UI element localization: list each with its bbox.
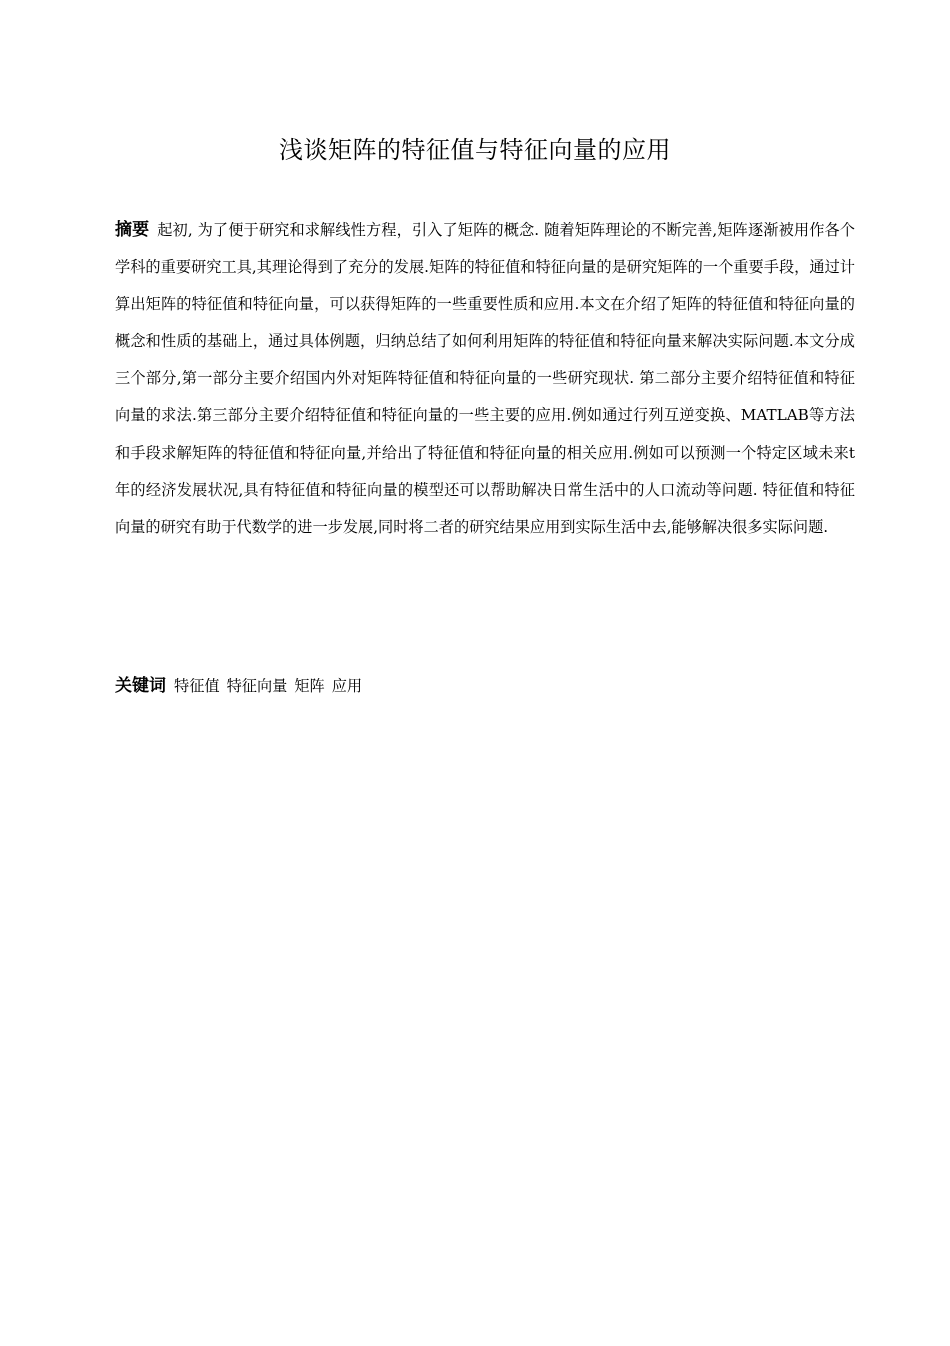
- keyword: 特征值: [174, 677, 220, 695]
- paper-title: 浅谈矩阵的特征值与特征向量的应用: [279, 136, 671, 164]
- abstract-label: 摘要: [115, 220, 150, 240]
- abstract-text: 起初, 为了便于研究和求解线性方程，引入了矩阵的概念. 随着矩阵理论的不断完善,矩阵逐渐被用作各个学科的重要研究工具,其理论得到了充分的发展.矩阵的特征值和特征向量的是研究矩阵的一个重要手段，通过计算出矩阵的特征值和特征向量，可以获得矩阵的一些重要性质和应用.本文在介绍了矩阵的特征值和特征向量的概念和性质的基础上，通过具体例题，归纳总结了如何利用矩阵的特征值和特征向量来解决实际问题.本文分成三个部分,第一部分主要介绍国内外对矩阵特征值和特征向量的一些研究现状. 第二部分主要介绍特征值和特征向量的求法.第三部分主要介绍特征值和特征向量的一些主要的应用.例如通过行列互逆变换、MATLAB等方法和手段求解矩阵的特征值和特征向量,并给出了特征值和特征向量的相关应用.例如可以预测一个特定区域未来t年的经济发展状况,具有特征值和特征向量的模型还可以帮助解决日常生活中的人口流动等问题. 特征值和特征向量的研究有助于代数学的进一步发展,同时将二者的研究结果应用到实际生活中去,能够解决很多实际问题.: [115, 221, 855, 536]
- keyword: 矩阵: [294, 677, 325, 695]
- keywords-label: 关键词: [115, 676, 166, 696]
- keyword: 应用: [331, 677, 363, 695]
- abstract-section: [115, 212, 855, 546]
- keyword: 特征向量: [226, 677, 288, 695]
- keywords-section: [115, 670, 855, 702]
